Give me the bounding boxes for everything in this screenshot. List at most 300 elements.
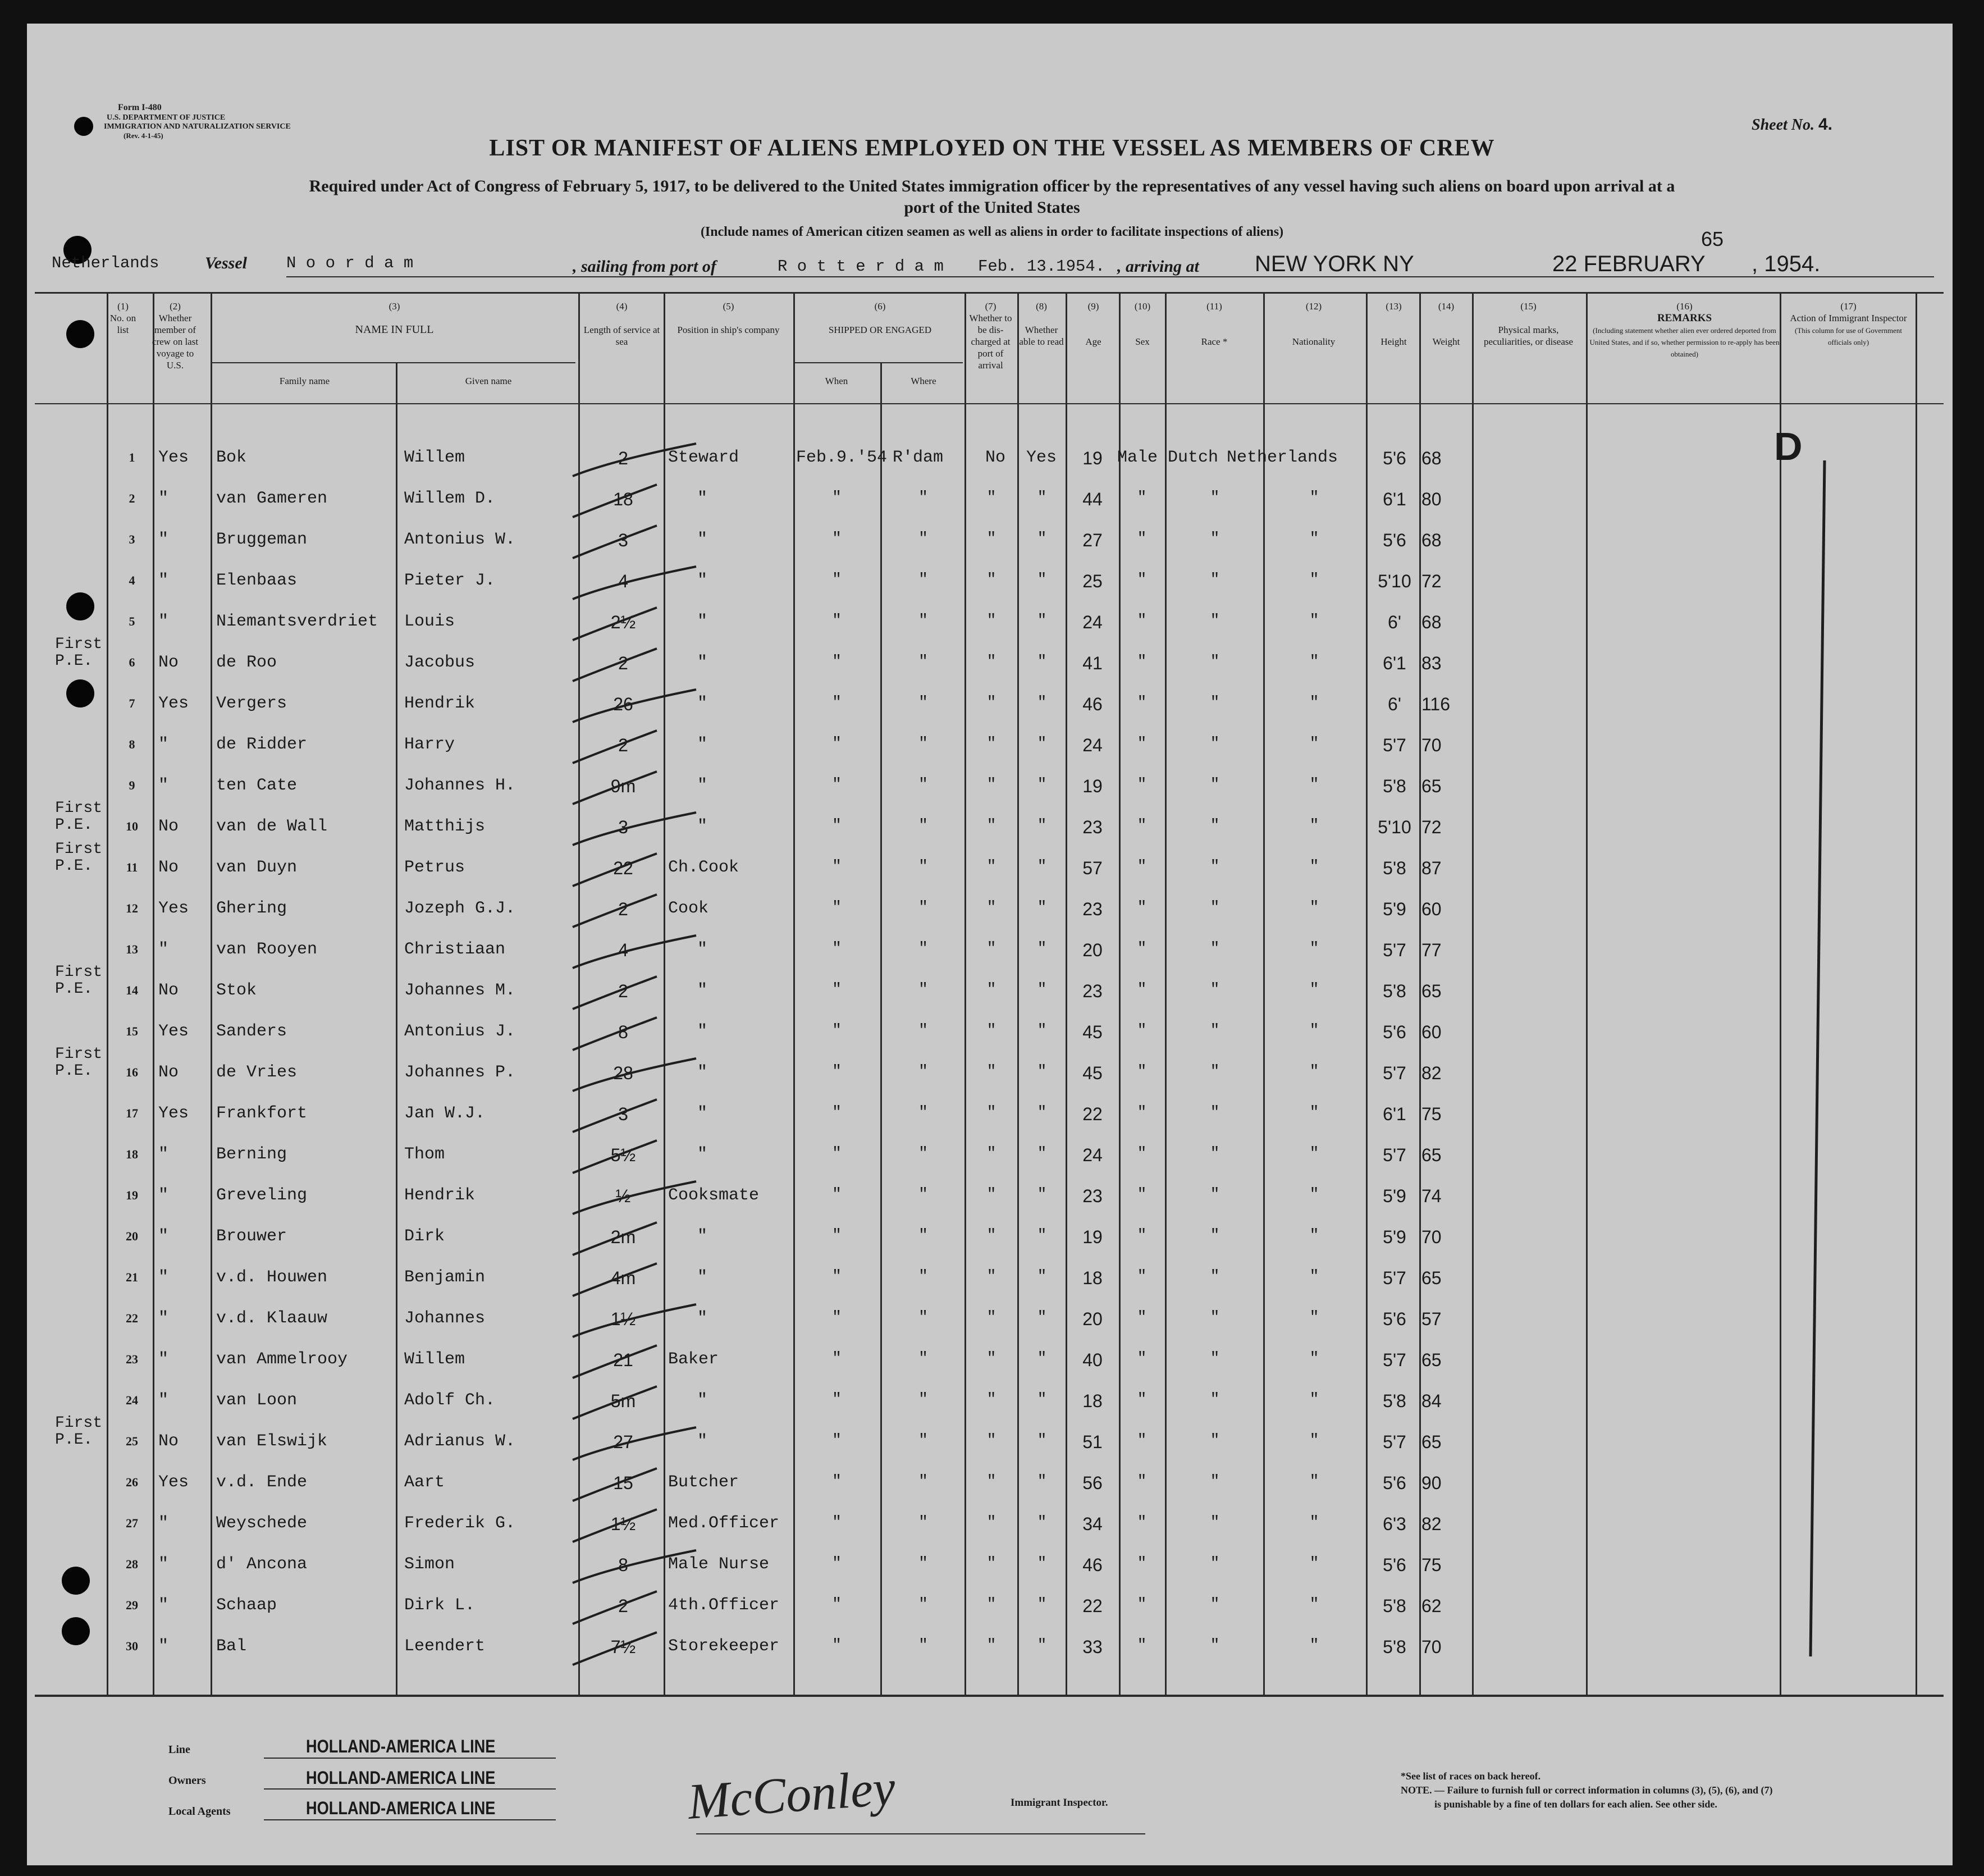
- check-stroke: [573, 649, 657, 681]
- crew-ditto: ": [832, 1022, 842, 1039]
- crew-last-voyage: No: [158, 817, 179, 836]
- crew-weight: 70: [1421, 735, 1442, 755]
- crew-position: Storekeeper: [668, 1637, 780, 1656]
- crew-service: 4m: [610, 1268, 636, 1288]
- crew-service: 2m: [610, 1227, 636, 1247]
- crew-ditto: ": [1309, 571, 1319, 588]
- crew-last-voyage: Yes: [158, 448, 189, 467]
- crew-service: 2: [618, 448, 628, 468]
- col3-label: NAME IN FULL: [355, 323, 434, 336]
- col15-label: Physical marks, peculiarities, or disease: [1483, 325, 1574, 347]
- crew-no: 29: [126, 1598, 138, 1612]
- col12-label: Nationality: [1292, 336, 1336, 347]
- sheet-label: Sheet No.: [1752, 116, 1814, 134]
- first-pe-note: First P.E.: [55, 841, 103, 875]
- crew-position: 4th.Officer: [668, 1596, 780, 1615]
- form-service: IMMIGRATION AND NATURALIZATION SERVICE: [104, 122, 291, 131]
- inspector-label: Immigrant Inspector.: [1011, 1797, 1108, 1809]
- crew-ditto: ": [918, 1514, 928, 1531]
- crew-ditto: ": [1210, 1104, 1220, 1121]
- crew-no: 17: [126, 1106, 138, 1120]
- crew-ditto: ": [1137, 1309, 1147, 1326]
- crew-position: Butcher: [668, 1473, 739, 1492]
- crew-ditto: ": [832, 981, 842, 998]
- crew-height: 5'9: [1383, 1227, 1406, 1247]
- crew-family: de Roo: [216, 653, 277, 672]
- crew-no: 15: [126, 1024, 138, 1038]
- crew-ditto: ": [1137, 899, 1147, 916]
- crew-ditto: ": [1309, 1309, 1319, 1326]
- crew-ditto: ": [986, 1227, 996, 1244]
- crew-service: 2½: [610, 612, 636, 632]
- crew-last-voyage: ": [158, 612, 169, 631]
- col10-label: Sex: [1135, 336, 1150, 347]
- crew-age: 20: [1082, 940, 1103, 960]
- crew-ditto: ": [1210, 1145, 1220, 1162]
- crew-weight: 74: [1421, 1186, 1442, 1206]
- crew-ditto: ": [832, 817, 842, 834]
- crew-ditto: ": [1037, 1432, 1047, 1449]
- crew-family: Brouwer: [216, 1227, 287, 1246]
- col5-label: Position in ship's company: [677, 325, 780, 335]
- crew-ditto: ": [918, 735, 928, 752]
- crew-ditto: ": [1309, 1227, 1319, 1244]
- crew-given: Simon: [404, 1555, 455, 1574]
- crew-service: 7½: [610, 1637, 636, 1657]
- crew-height: 5'6: [1383, 1473, 1406, 1493]
- crew-position: Cooksmate: [668, 1186, 760, 1205]
- check-stroke: [573, 1181, 696, 1214]
- crew-age: 41: [1082, 653, 1103, 673]
- crew-ditto: ": [1309, 489, 1319, 506]
- crew-given: Frederik G.: [404, 1514, 516, 1533]
- crew-ditto: ": [1309, 817, 1319, 834]
- crew-ditto: ": [832, 858, 842, 875]
- check-stroke: [573, 894, 657, 927]
- crew-ditto: ": [986, 1514, 996, 1531]
- crew-age: 56: [1082, 1473, 1103, 1493]
- crew-ditto: ": [1137, 1268, 1147, 1285]
- crew-position: ": [697, 1104, 707, 1123]
- vessel-flag: Netherlands: [52, 254, 159, 272]
- crew-ditto: ": [1137, 489, 1147, 506]
- crew-ditto: ": [986, 1555, 996, 1572]
- crew-family: v.d. Ende: [216, 1473, 308, 1492]
- crew-position: ": [697, 694, 707, 713]
- crew-given: Hendrik: [404, 1186, 476, 1205]
- crew-service: 8: [618, 1555, 628, 1575]
- crew-position: Cook: [668, 899, 709, 918]
- crew-age: 23: [1082, 817, 1103, 837]
- note-text: — Failure to furnish full or correct information in columns (3), (5), (6), and (7): [1434, 1784, 1773, 1796]
- crew-given: Harry: [404, 735, 455, 754]
- crew-height: 5'6: [1383, 1022, 1406, 1042]
- crew-ditto: ": [1037, 489, 1047, 506]
- crew-ditto: ": [1037, 858, 1047, 875]
- crew-given: Hendrik: [404, 694, 476, 713]
- crew-last-voyage: ": [158, 1514, 169, 1533]
- footer-line-value: HOLLAND-AMERICA LINE: [306, 1736, 496, 1756]
- crew-given: Willem: [404, 1350, 465, 1369]
- crew-ditto: ": [1210, 1063, 1220, 1080]
- crew-position: Med.Officer: [668, 1514, 780, 1533]
- crew-ditto: ": [1037, 653, 1047, 670]
- crew-ditto: ": [986, 1596, 996, 1613]
- crew-family: v.d. Houwen: [216, 1268, 328, 1287]
- inspector-initial: D: [1774, 425, 1803, 468]
- crew-service: 2: [618, 981, 628, 1001]
- crew-ditto: ": [986, 1063, 996, 1080]
- crew-service: 2: [618, 735, 628, 755]
- crew-age: 22: [1082, 1104, 1103, 1124]
- crew-height: 5'7: [1383, 1145, 1406, 1165]
- crew-ditto: ": [986, 694, 996, 711]
- check-stroke: [573, 567, 696, 599]
- col12-number: (12): [1305, 301, 1322, 312]
- first-pe-note: First P.E.: [55, 1046, 103, 1080]
- arriving-date: 22 FEBRUARY: [1552, 252, 1706, 276]
- crew-ditto: ": [1137, 1514, 1147, 1531]
- col17-label: Action of Immigrant Inspector: [1790, 313, 1907, 323]
- check-stroke: [573, 935, 696, 968]
- crew-position: ": [697, 612, 707, 631]
- crew-ditto: ": [1037, 1104, 1047, 1121]
- crew-ditto: ": [986, 489, 996, 506]
- crew-given: Louis: [404, 612, 455, 631]
- crew-ditto: ": [832, 1227, 842, 1244]
- crew-ditto: ": [918, 1022, 928, 1039]
- crew-ditto: ": [1210, 735, 1220, 752]
- crew-no: 1: [129, 450, 135, 464]
- crew-ditto: ": [832, 1432, 842, 1449]
- crew-ditto: ": [986, 1145, 996, 1162]
- first-pe-note: First P.E.: [55, 1414, 103, 1449]
- crew-no: 10: [126, 819, 138, 833]
- crew-height: 5'8: [1383, 776, 1406, 796]
- crew-ditto: ": [1137, 940, 1147, 957]
- crew-last-voyage: ": [158, 1391, 169, 1410]
- footer-line-label: Line: [168, 1743, 190, 1756]
- crew-ditto: ": [1210, 858, 1220, 875]
- crew-ditto: ": [1037, 1555, 1047, 1572]
- crew-height: 5'7: [1383, 1432, 1406, 1452]
- crew-given: Johannes H.: [404, 776, 516, 795]
- check-stroke: [573, 813, 696, 845]
- crew-ditto: ": [986, 1637, 996, 1654]
- crew-ditto: ": [832, 1186, 842, 1203]
- crew-ditto: ": [918, 1473, 928, 1490]
- crew-height: 6'1: [1383, 653, 1406, 673]
- crew-position: Male Nurse: [668, 1555, 770, 1574]
- crew-given: Pieter J.: [404, 571, 496, 590]
- crew-last-voyage: ": [158, 1186, 169, 1205]
- crew-position: ": [697, 817, 707, 836]
- crew-service: 1½: [610, 1309, 636, 1329]
- crew-ditto: ": [832, 1268, 842, 1285]
- crew-ditto: ": [1210, 1186, 1220, 1203]
- crew-no: 3: [129, 532, 135, 546]
- crew-ditto: ": [1210, 776, 1220, 793]
- crew-age: 24: [1082, 735, 1103, 755]
- crew-given: Antonius W.: [404, 530, 516, 549]
- crew-family: Bal: [216, 1637, 247, 1656]
- crew-position: ": [697, 735, 707, 754]
- crew-ditto: ": [1037, 1473, 1047, 1490]
- crew-ditto: ": [918, 1637, 928, 1654]
- col6-when-header: When: [825, 376, 848, 386]
- crew-ditto: ": [1309, 1391, 1319, 1408]
- crew-no: 18: [126, 1147, 138, 1161]
- crew-ditto: ": [1309, 1104, 1319, 1121]
- crew-age: 45: [1082, 1063, 1103, 1083]
- crew-age: 18: [1082, 1268, 1103, 1288]
- crew-position: ": [697, 530, 707, 549]
- check-stroke: [573, 1304, 696, 1337]
- crew-ditto: ": [1137, 1350, 1147, 1367]
- signature-rule: [696, 1833, 1145, 1834]
- crew-ditto: ": [1137, 1063, 1147, 1080]
- crew-ditto: ": [1037, 735, 1047, 752]
- crew-weight: 82: [1421, 1063, 1442, 1083]
- crew-age: 46: [1082, 694, 1103, 714]
- crew-given: Johannes M.: [404, 981, 516, 1000]
- footer-agents-label: Local Agents: [168, 1805, 231, 1818]
- crew-service: 2: [618, 1596, 628, 1616]
- arriving-year: , 1954.: [1752, 252, 1821, 276]
- page-title: LIST OR MANIFEST OF ALIENS EMPLOYED ON THE VESSEL AS MEMBERS OF CREW: [489, 135, 1495, 161]
- check-stroke: [573, 853, 657, 886]
- col2-label: Whether member of crew on last voyage to U.S.: [152, 313, 199, 371]
- crew-ditto: ": [986, 735, 996, 752]
- vessel-name: N o o r d a m: [286, 254, 414, 272]
- row1-discharged: No: [985, 448, 1006, 467]
- col6-number: (6): [874, 301, 886, 312]
- crew-ditto: ": [1137, 1022, 1147, 1039]
- crew-ditto: ": [1309, 735, 1319, 752]
- crew-ditto: ": [986, 1022, 996, 1039]
- crew-ditto: ": [918, 612, 928, 629]
- crew-ditto: ": [1309, 1596, 1319, 1613]
- crew-ditto: ": [918, 1309, 928, 1326]
- crew-weight: 116: [1421, 694, 1451, 714]
- crew-ditto: ": [986, 1473, 996, 1490]
- crew-ditto: ": [1309, 653, 1319, 670]
- crew-age: 45: [1082, 1022, 1103, 1042]
- crew-ditto: ": [1210, 1432, 1220, 1449]
- crew-service: 4: [618, 940, 628, 960]
- crew-ditto: ": [986, 1186, 996, 1203]
- crew-last-voyage: ": [158, 530, 169, 549]
- col7-label: Whether to be dis-charged at port of arrival: [969, 313, 1012, 371]
- crew-age: 19: [1082, 448, 1103, 468]
- crew-ditto: ": [986, 571, 996, 588]
- first-pe-note: First P.E.: [55, 636, 103, 670]
- footer-agents-value: HOLLAND-AMERICA LINE: [306, 1798, 496, 1818]
- crew-ditto: ": [986, 1432, 996, 1449]
- crew-ditto: ": [918, 817, 928, 834]
- crew-height: 5'8: [1383, 1391, 1406, 1411]
- crew-last-voyage: ": [158, 1637, 169, 1656]
- subtitle-line-1: Required under Act of Congress of February 5, 1917, to be delivered to the United States immigration officer by the representatives of any vessel having such aliens on board upon arrival at a: [309, 177, 1675, 195]
- crew-service: 2: [618, 653, 628, 673]
- crew-ditto: ": [918, 899, 928, 916]
- crew-family: de Vries: [216, 1063, 298, 1082]
- crew-weight: 62: [1421, 1596, 1442, 1616]
- crew-ditto: ": [832, 735, 842, 752]
- check-stroke: [573, 444, 696, 476]
- crew-last-voyage: Yes: [158, 1022, 189, 1041]
- crew-family: Bok: [216, 448, 247, 467]
- crew-ditto: ": [832, 1473, 842, 1490]
- crew-position: ": [697, 1432, 707, 1451]
- check-stroke: [573, 772, 657, 804]
- crew-ditto: ": [986, 817, 996, 834]
- sheet-value: 4.: [1818, 115, 1833, 134]
- crew-ditto: ": [832, 1637, 842, 1654]
- crew-ditto: ": [986, 612, 996, 629]
- col5-number: (5): [723, 301, 734, 312]
- crew-ditto: ": [1037, 1268, 1047, 1285]
- crew-position: ": [697, 776, 707, 795]
- crew-ditto: ": [1309, 1514, 1319, 1531]
- col16-sub: (Including statement whether alien ever ordered deported from United States, and if so, whether permission to re-apply has been obtained): [1589, 326, 1780, 358]
- fine-note-line2: is punishable by a fine of ten dollars for each alien. See other side.: [1434, 1799, 1717, 1810]
- crew-age: 33: [1082, 1637, 1103, 1657]
- crew-given: Christiaan: [404, 940, 506, 959]
- crew-ditto: ": [832, 489, 842, 506]
- row1-read: Yes: [1026, 448, 1057, 467]
- line-rule: [264, 1758, 556, 1759]
- inspector-signature: McConley: [685, 1760, 897, 1830]
- crew-last-voyage: No: [158, 1063, 179, 1082]
- crew-ditto: ": [1137, 1432, 1147, 1449]
- crew-ditto: ": [1309, 1555, 1319, 1572]
- crew-no: 26: [126, 1475, 138, 1489]
- crew-given: Johannes: [404, 1309, 486, 1328]
- crew-weight: 57: [1421, 1309, 1442, 1329]
- crew-given: Dirk: [404, 1227, 445, 1246]
- crew-no: 27: [126, 1516, 138, 1530]
- crew-ditto: ": [1137, 1391, 1147, 1408]
- crew-ditto: ": [986, 1268, 996, 1285]
- crew-service: 2: [618, 899, 628, 919]
- crew-weight: 80: [1421, 489, 1442, 509]
- crew-no: 24: [126, 1393, 138, 1407]
- crew-no: 23: [126, 1352, 138, 1366]
- crew-ditto: ": [918, 653, 928, 670]
- crew-family: Sanders: [216, 1022, 287, 1041]
- col2-number: (2): [170, 301, 181, 312]
- col10-number: (10): [1134, 301, 1151, 312]
- crew-ditto: ": [1309, 1186, 1319, 1203]
- crew-ditto: ": [1037, 694, 1047, 711]
- col11-number: (11): [1206, 301, 1222, 312]
- crew-no: 30: [126, 1639, 138, 1653]
- crew-no: 22: [126, 1311, 138, 1325]
- crew-weight: 68: [1421, 612, 1442, 632]
- races-note: *See list of races on back hereof.: [1401, 1770, 1541, 1782]
- crew-ditto: ": [918, 530, 928, 547]
- crew-ditto: ": [1137, 858, 1147, 875]
- crew-age: 46: [1082, 1555, 1103, 1575]
- crew-age: 25: [1082, 571, 1103, 591]
- crew-ditto: ": [1210, 1555, 1220, 1572]
- subtitle-line-2: port of the United States: [904, 198, 1080, 217]
- crew-no: 2: [129, 491, 135, 505]
- crew-given: Thom: [404, 1145, 445, 1164]
- crew-service: 5½: [610, 1145, 636, 1165]
- crew-ditto: ": [1137, 653, 1147, 670]
- crew-position: ": [697, 1145, 707, 1164]
- crew-no: 11: [126, 860, 138, 874]
- col7-number: (7): [985, 301, 996, 312]
- crew-ditto: ": [918, 1227, 928, 1244]
- crew-no: 12: [126, 901, 138, 915]
- check-stroke: [573, 1427, 696, 1460]
- col17-sub: (This column for use of Government officials only): [1795, 326, 1902, 346]
- crew-given: Matthijs: [404, 817, 486, 836]
- crew-age: 40: [1082, 1350, 1103, 1370]
- crew-service: ½: [615, 1186, 631, 1206]
- crew-family: ten Cate: [216, 776, 298, 795]
- crew-given: Petrus: [404, 858, 465, 877]
- crew-height: 5'10: [1378, 571, 1411, 591]
- crew-ditto: ": [918, 981, 928, 998]
- col15-number: (15): [1520, 301, 1537, 312]
- crew-ditto: ": [1210, 1596, 1220, 1613]
- first-pe-note: First P.E.: [55, 964, 103, 998]
- form-department: U.S. DEPARTMENT OF JUSTICE: [107, 113, 226, 122]
- crew-ditto: ": [832, 899, 842, 916]
- crew-ditto: ": [1137, 1596, 1147, 1613]
- crew-given: Antonius J.: [404, 1022, 516, 1041]
- crew-ditto: ": [1210, 1514, 1220, 1531]
- crew-weight: 60: [1421, 1022, 1442, 1042]
- crew-last-voyage: ": [158, 1596, 169, 1615]
- crew-ditto: ": [1210, 1227, 1220, 1244]
- crew-ditto: ": [1309, 1268, 1319, 1285]
- crew-ditto: ": [1037, 1227, 1047, 1244]
- crew-ditto: ": [1309, 776, 1319, 793]
- crew-given: Willem D.: [404, 489, 496, 508]
- arriving-port: NEW YORK NY: [1255, 252, 1414, 276]
- crew-last-voyage: ": [158, 1227, 169, 1246]
- check-stroke: [573, 731, 657, 763]
- crew-no: 6: [129, 655, 135, 669]
- crew-position: ": [697, 940, 707, 959]
- crew-ditto: ": [918, 1186, 928, 1203]
- crew-ditto: ": [918, 1596, 928, 1613]
- crew-height: 5'9: [1383, 1186, 1406, 1206]
- crew-no: 13: [126, 942, 138, 956]
- crew-ditto: ": [1309, 530, 1319, 547]
- crew-ditto: ": [1210, 1268, 1220, 1285]
- crew-no: 19: [126, 1188, 138, 1202]
- crew-service: 22: [613, 858, 633, 878]
- crew-ditto: ": [1137, 1555, 1147, 1572]
- check-stroke: [573, 608, 657, 640]
- check-stroke: [573, 1386, 657, 1419]
- crew-ditto: ": [1210, 817, 1220, 834]
- crew-height: 5'9: [1383, 899, 1406, 919]
- crew-service: 18: [613, 489, 633, 509]
- crew-height: 5'7: [1383, 1063, 1406, 1083]
- crew-last-voyage: ": [158, 1555, 169, 1574]
- crew-last-voyage: ": [158, 489, 169, 508]
- check-stroke: [573, 690, 696, 722]
- crew-ditto: ": [1037, 1145, 1047, 1162]
- crew-family: van Rooyen: [216, 940, 318, 959]
